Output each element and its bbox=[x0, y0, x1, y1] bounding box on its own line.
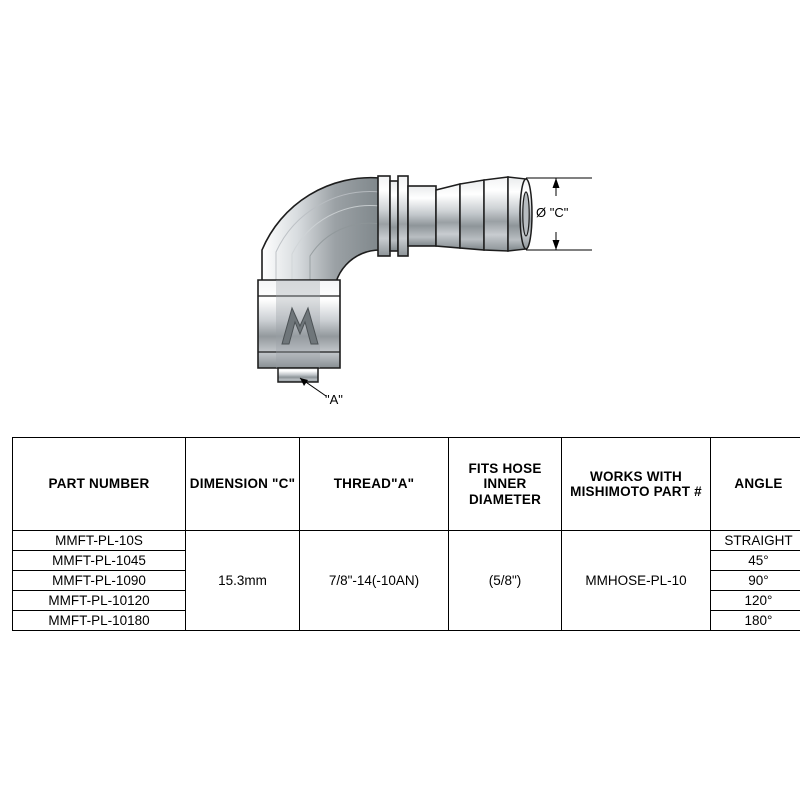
flange-ring-3 bbox=[398, 176, 408, 256]
cell-dimension-c: 15.3mm bbox=[186, 531, 300, 631]
cell-angle: 180° bbox=[711, 611, 800, 631]
flange-ring-2 bbox=[390, 181, 398, 251]
diameter-c-label: Ø "C" bbox=[536, 205, 569, 220]
header-fits-hose-id: FITS HOSE INNER DIAMETER bbox=[449, 438, 562, 531]
barb-shank bbox=[408, 186, 436, 246]
cell-part-number: MMFT-PL-1045 bbox=[13, 551, 186, 571]
barb-rib-2 bbox=[460, 180, 484, 250]
nut-collar bbox=[278, 368, 318, 382]
cell-part-number: MMFT-PL-10120 bbox=[13, 591, 186, 611]
header-works-with: WORKS WITH MISHIMOTO PART # bbox=[562, 438, 711, 531]
flange-ring-1 bbox=[378, 176, 390, 256]
cell-part-number: MMFT-PL-10180 bbox=[13, 611, 186, 631]
header-angle: ANGLE bbox=[711, 438, 800, 531]
header-part-number: PART NUMBER bbox=[13, 438, 186, 531]
cell-angle: 120° bbox=[711, 591, 800, 611]
cell-angle: 90° bbox=[711, 571, 800, 591]
table-header bbox=[13, 438, 800, 531]
header-dimension-c: DIMENSION "C" bbox=[186, 438, 300, 531]
cell-angle: STRAIGHT bbox=[711, 531, 800, 551]
thread-a-label: "A" bbox=[325, 392, 343, 407]
cell-part-number: MMFT-PL-1090 bbox=[13, 571, 186, 591]
dim-arrow-down bbox=[553, 240, 560, 250]
table-header-row bbox=[13, 438, 800, 531]
cell-thread-a: 7/8"-14(-10AN) bbox=[300, 531, 449, 631]
cell-part-number: MMFT-PL-10S bbox=[13, 531, 186, 551]
specification-table bbox=[12, 437, 800, 631]
header-thread-a: THREAD"A" bbox=[300, 438, 449, 531]
barb-rib-3 bbox=[484, 177, 508, 251]
cell-fits-hose-id: (5/8") bbox=[449, 531, 562, 631]
barb-rib-1 bbox=[436, 184, 460, 248]
dim-arrow-up bbox=[553, 178, 560, 188]
table-row bbox=[13, 531, 800, 551]
table-body bbox=[13, 531, 800, 631]
cell-angle: 45° bbox=[711, 551, 800, 571]
barb-bore bbox=[523, 192, 529, 236]
cell-works-with: MMHOSE-PL-10 bbox=[562, 531, 711, 631]
